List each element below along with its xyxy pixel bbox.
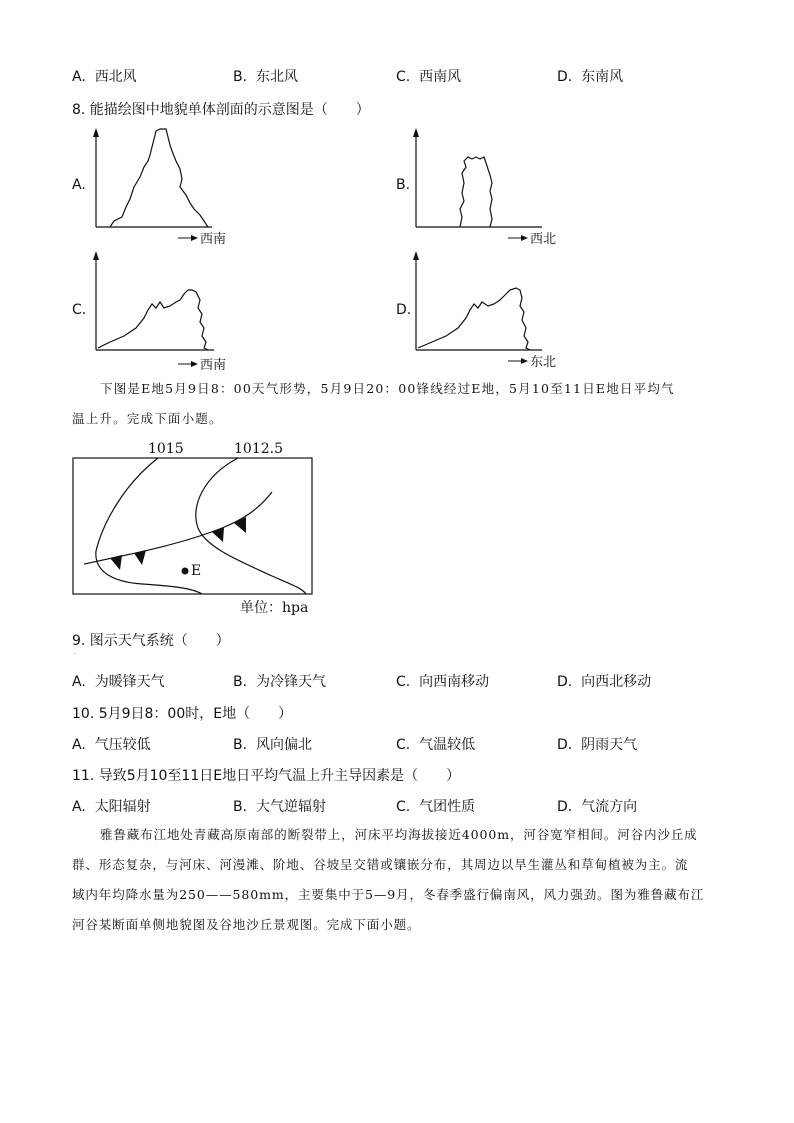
q10-option-b[interactable]: B. 风向偏北 (233, 737, 312, 753)
intro-paragraph-1 (72, 374, 722, 434)
q7-option-b[interactable]: B. 东北风 (233, 69, 298, 85)
q8-option-c-label[interactable]: C. (72, 302, 87, 318)
q8-diagram-b (410, 125, 570, 250)
intro1-line2: 温上升。完成下面小题。 (72, 411, 223, 426)
intro2-line2: 群、形态复杂，与河床、河漫滩、阶地、谷坡呈交错或镶嵌分布，其周边以旱生灌丛和草甸植被为主。流 (72, 857, 689, 872)
q9-option-c[interactable]: C. 向西南移动 (396, 674, 490, 690)
q10-option-c[interactable]: C. 气温较低 (396, 737, 476, 753)
profile-outline (460, 157, 492, 227)
q9-stem: 9. 图示天气系统（ ） (72, 633, 230, 649)
profile-outline (98, 290, 208, 350)
isobar-1012 (196, 458, 306, 594)
point-e-label: E (191, 563, 202, 579)
map-unit: 单位：hpa (240, 600, 309, 616)
q8-diagram-a (90, 125, 250, 250)
q11-option-d[interactable]: D. 气流方向 (557, 799, 638, 815)
q8-option-d-label[interactable]: D. (396, 302, 412, 318)
front-triangles (110, 517, 246, 570)
q8-diagram-d (410, 248, 570, 373)
stray-dot: · (74, 651, 76, 658)
q8-diagram-c (90, 248, 250, 373)
q10-option-d[interactable]: D. 阴雨天气 (557, 737, 638, 753)
q7-option-a[interactable]: A. 西北风 (72, 69, 137, 85)
q10-stem: 10. 5月9日8：00时，E地（ ） (72, 706, 293, 722)
q9-option-d[interactable]: D. 向西北移动 (557, 674, 652, 690)
q7-option-d[interactable]: D. 东南风 (557, 69, 624, 85)
q10-option-a[interactable]: A. 气压较低 (72, 737, 151, 753)
q8-a-direction: 西南 (200, 232, 227, 247)
isobar-label-1015: 1015 (148, 441, 184, 457)
q8-b-direction: 西北 (530, 232, 557, 247)
q8-d-direction: 东北 (530, 355, 557, 370)
profile-outline (110, 129, 208, 227)
q11-option-b[interactable]: B. 大气逆辐射 (233, 799, 326, 815)
q11-option-a[interactable]: A. 太阳辐射 (72, 799, 151, 815)
q9-option-a[interactable]: A. 为暖锋天气 (72, 674, 165, 690)
q11-option-c[interactable]: C. 气团性质 (396, 799, 476, 815)
q8-stem: 8. 能描绘图中地貌单体剖面的示意图是（ ） (72, 102, 370, 118)
intro2-line1: 雅鲁藏布江地处青藏高原南部的断裂带上，河床平均海拔接近4000m，河谷宽窄相间。河谷内沙丘成 (100, 827, 698, 842)
isobar-label-1012: 1012.5 (234, 441, 283, 457)
weather-map (72, 436, 322, 621)
q9-option-b[interactable]: B. 为冷锋天气 (233, 674, 326, 690)
q8-option-a-label[interactable]: A. (72, 177, 86, 193)
q7-option-c[interactable]: C. 西南风 (396, 69, 462, 85)
intro-paragraph-2 (72, 820, 722, 940)
q11-stem: 11. 导致5月10至11日E地日平均气温上升主导因素是（ ） (72, 768, 461, 784)
q8-c-direction: 西南 (200, 358, 227, 373)
point-e-marker (182, 568, 189, 575)
intro1-line1: 下图是E地5月9日8：00天气形势，5月9日20：00锋线经过E地，5月10至11日E地日平均气 (100, 381, 675, 396)
intro2-line3: 域内年均降水量为250——580mm，主要集中于5—9月，冬春季盛行偏南风，风力强劲。图为雅鲁藏布江 (72, 887, 705, 902)
intro2-line4: 河谷某断面单侧地貌图及谷地沙丘景观图。完成下面小题。 (72, 917, 421, 932)
q8-option-b-label[interactable]: B. (396, 177, 411, 193)
profile-outline (418, 288, 530, 350)
